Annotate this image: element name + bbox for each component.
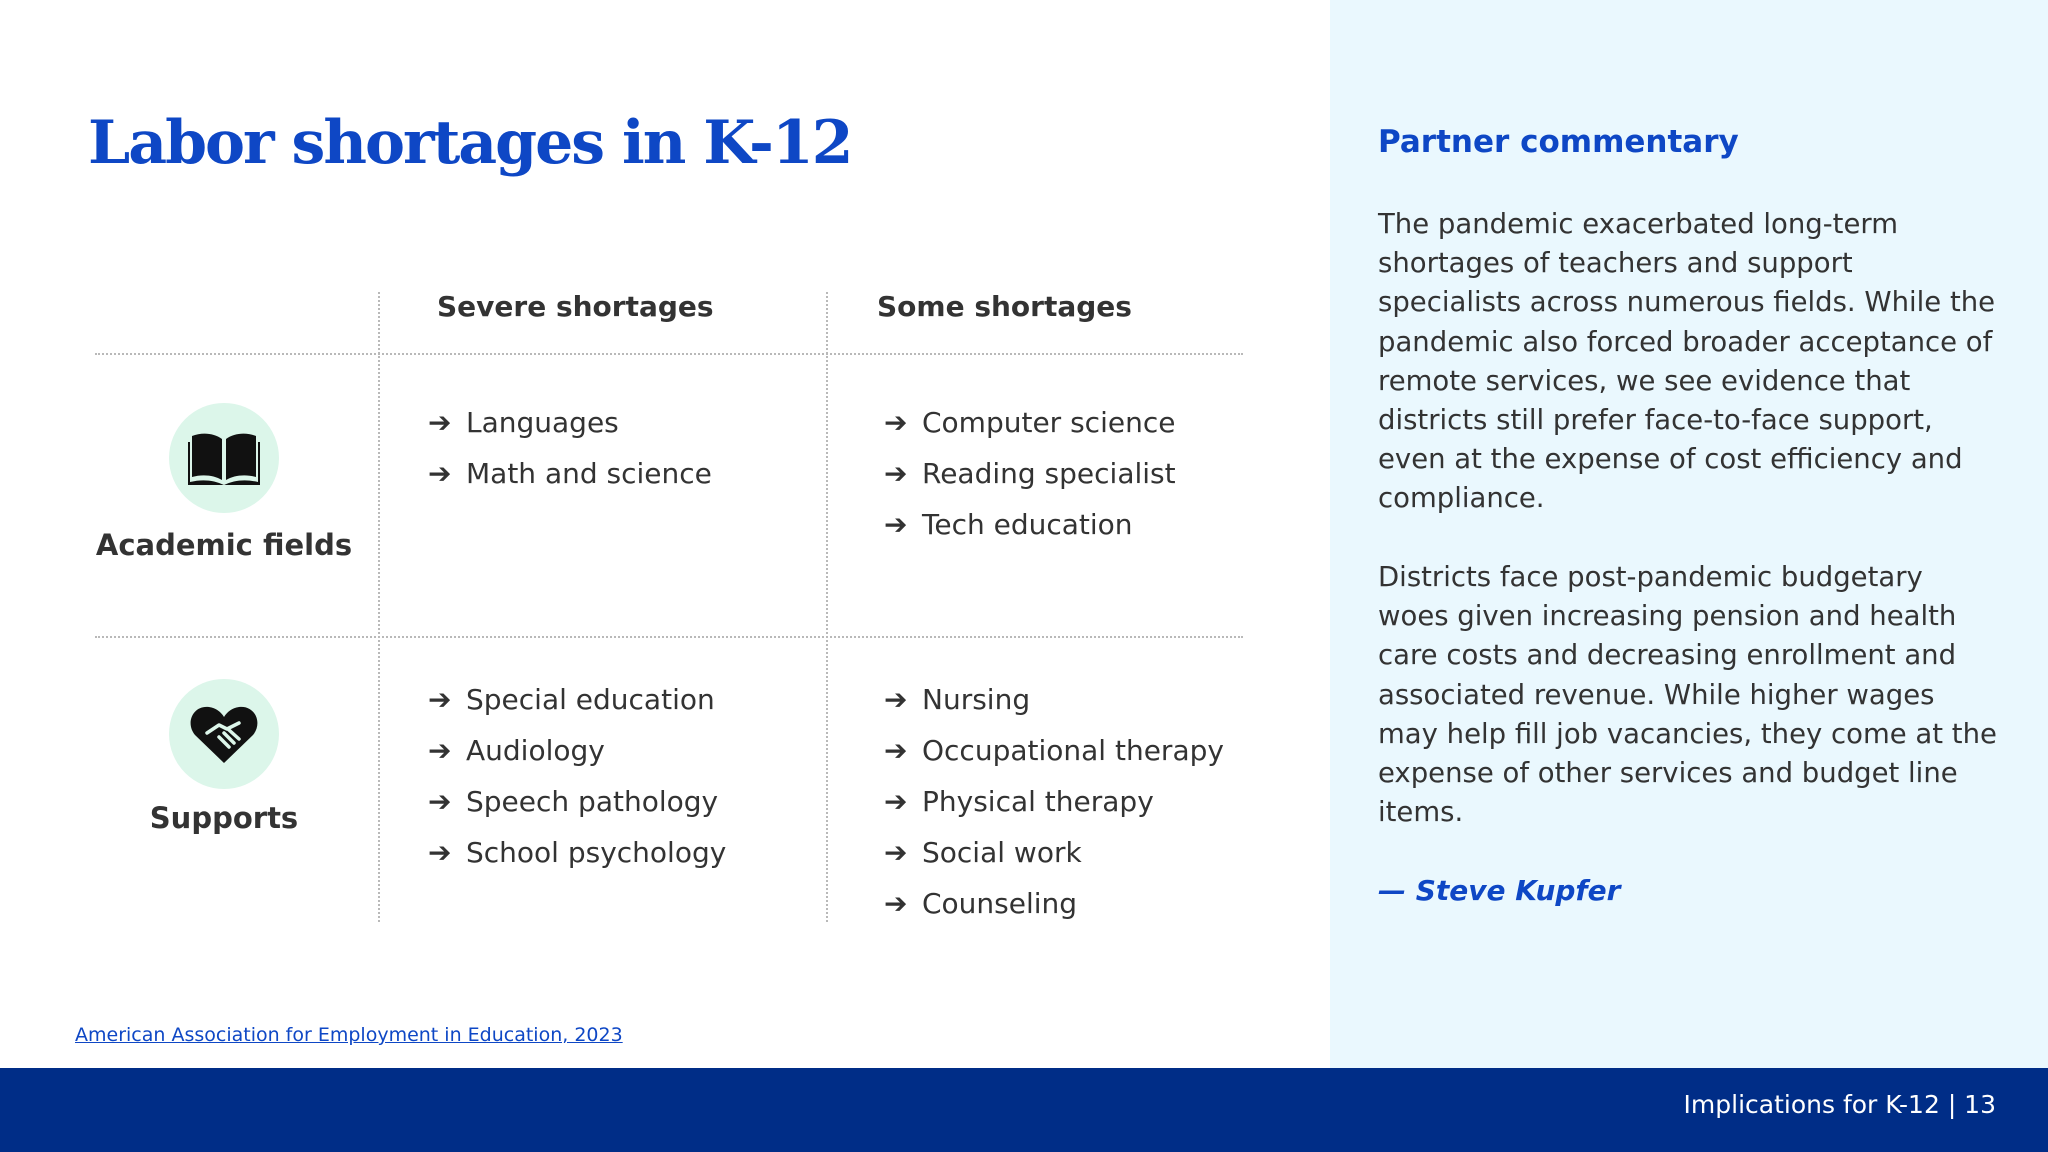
- list-item: ➔ Math and science: [428, 457, 712, 490]
- list-item: ➔ Occupational therapy: [884, 734, 1224, 767]
- supports-icon-badge: [169, 679, 279, 789]
- source-link[interactable]: American Association for Employment in Education, 2023: [75, 1024, 623, 1046]
- open-book-icon: [188, 430, 260, 486]
- arrow-right-icon: ➔: [884, 887, 908, 920]
- commentary-paragraph: Districts face post-pandemic budgetary woes given increasing pension and health care costs and decreasing enrollment and associated revenue. While higher wages may help fill job vacancies, they come at the expense of other services and budget line items.: [1378, 561, 1997, 829]
- supports-severe-list: [428, 674, 726, 878]
- list-item: ➔ Counseling: [884, 887, 1078, 920]
- list-item: ➔ School psychology: [428, 836, 727, 869]
- arrow-right-icon: ➔: [884, 457, 908, 490]
- list-item: ➔ Audiology: [428, 734, 605, 767]
- column-header-severe: Severe shortages: [437, 290, 714, 323]
- arrow-right-icon: ➔: [428, 683, 452, 716]
- list-item: ➔ Physical therapy: [884, 785, 1154, 818]
- arrow-right-icon: ➔: [884, 406, 908, 439]
- arrow-right-icon: ➔: [428, 734, 452, 767]
- supports-some-list: [884, 674, 1224, 929]
- list-item: ➔ Speech pathology: [428, 785, 719, 818]
- arrow-right-icon: ➔: [428, 836, 452, 869]
- arrow-right-icon: ➔: [428, 457, 452, 490]
- commentary-panel: [1330, 0, 2048, 1068]
- list-item: ➔ Reading specialist: [884, 457, 1176, 490]
- column-header-some: Some shortages: [877, 290, 1132, 323]
- arrow-right-icon: ➔: [884, 508, 908, 541]
- table-divider-horizontal: [95, 636, 1243, 638]
- list-item: ➔ Computer science: [884, 406, 1176, 439]
- list-item: ➔ Tech education: [884, 508, 1133, 541]
- row-label-supports: Supports: [149, 801, 299, 835]
- footer-section-page-number: Implications for K-12 | 13: [1683, 1090, 1996, 1119]
- academic-severe-list: [428, 397, 712, 499]
- academic-fields-icon-badge: [169, 403, 279, 513]
- list-item: ➔ Special education: [428, 683, 715, 716]
- list-item: ➔ Languages: [428, 406, 619, 439]
- footer-bar: [0, 1068, 2048, 1152]
- arrow-right-icon: ➔: [884, 785, 908, 818]
- page-title: Labor shortages in K-12: [88, 108, 852, 178]
- commentary-paragraph: The pandemic exacerbated long-term shortages of teachers and support specialists across numerous fields. While the pandemic also forced broader acceptance of remote services, we see evidence that districts still prefer face-to-face support, even at the expense of cost efficiency and compliance.: [1378, 208, 1996, 515]
- row-label-academic-fields: Academic fields: [95, 528, 353, 562]
- arrow-right-icon: ➔: [884, 683, 908, 716]
- table-divider-vertical: [378, 292, 380, 922]
- arrow-right-icon: ➔: [884, 734, 908, 767]
- commentary-attribution: — Steve Kupfer: [1378, 874, 1621, 907]
- list-item: ➔ Social work: [884, 836, 1082, 869]
- table-divider-vertical: [826, 292, 828, 922]
- commentary-heading: Partner commentary: [1378, 124, 1739, 160]
- academic-some-list: [884, 397, 1176, 550]
- arrow-right-icon: ➔: [428, 406, 452, 439]
- table-divider-horizontal: [95, 353, 1243, 355]
- heart-handshake-icon: [189, 703, 259, 765]
- arrow-right-icon: ➔: [428, 785, 452, 818]
- arrow-right-icon: ➔: [884, 836, 908, 869]
- list-item: ➔ Nursing: [884, 683, 1031, 716]
